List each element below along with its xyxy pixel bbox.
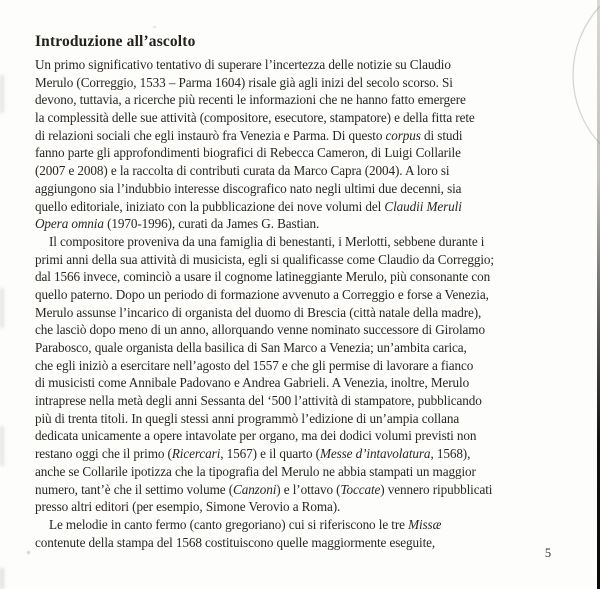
body-text-segment: di musicisti come Annibale Padovano e Andrea Gabrieli. A Venezia, inoltre, Merulo: [35, 375, 470, 391]
text-line: [35, 445, 570, 463]
text-line: [35, 127, 570, 145]
body-text-segment: Il compositore proveniva da una famiglia di benestanti, i Merlotti, sebbene durante i: [49, 233, 485, 249]
scan-smudge: [0, 75, 4, 113]
text-line: [35, 162, 570, 180]
body-text-segment: dal 1566 invece, cominciò a usare il cognome latineggiante Merulo, più consonante con: [35, 269, 491, 285]
text-line: [35, 357, 570, 375]
text-line: [35, 56, 570, 74]
body-text-segment: che lasciò dopo meno di un anno, allorquando venne nominato successore di Girolamo: [35, 322, 485, 338]
text-line: [35, 481, 570, 499]
text-line: [35, 109, 570, 127]
text-line: [35, 516, 570, 534]
text-line: [35, 144, 570, 162]
body-text-segment: ) vennero ripubblicati: [380, 481, 493, 497]
text-line: [35, 339, 570, 357]
body-text-segment: , 1568),: [430, 446, 471, 462]
body-text-segment: fanno parte gli approfondimenti biografici di Rebecca Cameron, di Luigi Collarile: [35, 145, 461, 161]
body-text-segment: , 1567) e il quarto (: [220, 446, 320, 462]
text-line: [35, 233, 570, 251]
body-text-segment: primi anni della sua attività di musicista, egli si qualificasse come Claudio da Correggio;: [35, 251, 494, 267]
body-text-segment: intraprese nella metà degli anni Sessanta del ‘500 l’attività di stampatore, pubblicando: [35, 393, 482, 409]
scan-smudge: [0, 426, 4, 466]
italic-title-text: Toccate: [340, 481, 381, 497]
body-text-segment: contenute della stampa del 1568 costituiscono quelle maggiormente eseguite,: [35, 534, 436, 550]
text-line: [35, 498, 570, 516]
text-line: [35, 304, 570, 322]
text-line: [35, 268, 570, 286]
body-text-segment: la complessità delle sue attività (compositore, esecutore, stampatore) e della fitta rete: [35, 110, 475, 126]
body-text-segment: che egli iniziò a esercitare nell’agosto del 1557 e che gli permise di lavorare a fianco: [35, 357, 474, 373]
text-line: [35, 410, 570, 428]
text-line: [35, 534, 570, 552]
body-text-segment: devono, tuttavia, a ricerche più recenti le informazioni che ne hanno fatto emergere: [35, 92, 466, 108]
text-line: [35, 374, 570, 392]
page-title: Introduzione all’ascolto: [35, 33, 196, 50]
body-text-segment: (2007 e 2008) e la raccolta di contributi curata da Marco Capra (2004). A loro si: [35, 163, 450, 179]
body-text-segment: Parabosco, quale organista della basilica di San Marco a Venezia; un’ambita carica,: [35, 340, 467, 355]
body-text-segment: dedicata unicamente a opere intavolate per organo, ma dei dodici volumi previsti non: [35, 428, 477, 444]
text-line: [35, 286, 570, 304]
text-line: [35, 180, 570, 198]
text-line: [35, 463, 570, 481]
text-line: [35, 74, 570, 92]
text-line: [35, 321, 570, 339]
scan-speck: [153, 26, 156, 28]
scan-speck: [27, 551, 30, 554]
body-text-segment: (1970-1996), curati da James G. Bastian.: [103, 216, 320, 232]
text-line: [35, 427, 570, 445]
scan-smudge: [0, 288, 4, 328]
italic-title-text: corpus: [385, 127, 421, 143]
italic-title-text: Messe d’intavolatura: [319, 446, 431, 462]
body-text-segment: numero, tant’è che il settimo volume (: [35, 481, 233, 497]
text-line: [35, 392, 570, 410]
body-text-segment: di studi: [420, 127, 463, 143]
italic-title-text: Opera omnia: [35, 216, 104, 232]
body-text-segment: Un primo significativo tentativo di superare l’incertezza delle notizie su Claudio: [35, 57, 451, 72]
text-line: [35, 198, 570, 216]
text-line: [35, 251, 570, 269]
body-text-segment: più di trenta titoli. In quegli stessi anni programmò l’edizione di un’ampia collana: [35, 410, 460, 426]
body-text-segment: Merulo (Correggio, 1533 – Parma 1604) risale già agli inizi del secolo scorso. Si: [35, 74, 453, 90]
body-text-segment: quello paterno. Dopo un periodo di formazione avvenuto a Correggio e forse a Venezia,: [35, 286, 489, 302]
body-text-segment: aggiungono sia l’indubbio interesse discografico nato negli ultimi due decenni, sia: [35, 180, 462, 196]
body-text-segment: quello editoriale, iniziato con la pubblicazione dei nove volumi del: [35, 198, 385, 214]
text-line: [35, 215, 570, 233]
body-text-segment: di relazioni sociali che egli instaurò fra Venezia e Parma. Di questo: [35, 127, 386, 143]
italic-title-text: Ricercari: [171, 446, 221, 462]
body-text-segment: Merulo assunse l’incarico di organista del duomo di Brescia (città natale della madre),: [35, 304, 482, 320]
italic-title-text: Claudii Meruli: [384, 198, 462, 214]
body-text-segment: restano oggi che il primo (: [35, 446, 172, 462]
body-text-segment: Le melodie in canto fermo (canto gregoriano) cui si riferiscono le tre: [49, 516, 409, 532]
body-text: [35, 56, 570, 551]
page-number: 5: [544, 546, 552, 560]
body-text-segment: anche se Collarile ipotizza che la tipografia del Merulo ne abbia stampati un maggior: [35, 463, 476, 479]
scan-smudge: [0, 568, 4, 589]
body-text-segment: presso altri editori (per esempio, Simone Verovio a Roma).: [35, 499, 341, 515]
italic-title-text: Missæ: [408, 516, 442, 532]
text-line: [35, 91, 570, 109]
italic-title-text: Canzoni: [233, 481, 277, 497]
body-text-segment: ) e l’ottavo (: [276, 481, 341, 497]
